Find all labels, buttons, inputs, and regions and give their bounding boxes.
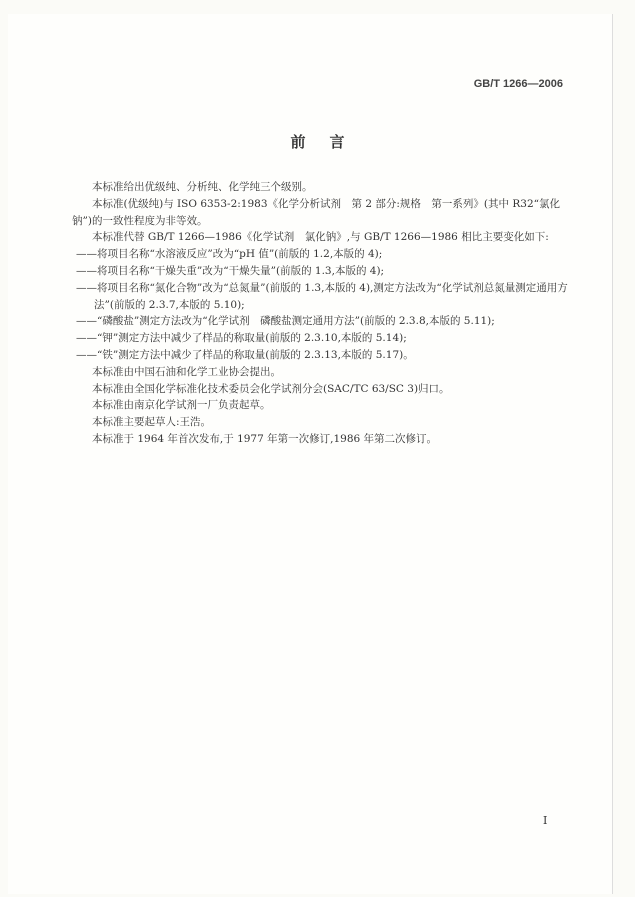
paragraph: 本标准主要起草人:王浩。: [92, 416, 212, 429]
change-list-item: ——将项目名称“水溶液反应”改为“pH 值”(前版的 1.2,本版的 4);: [76, 248, 383, 261]
change-list-item: ——将项目名称“氮化合物”改为“总氮量”(前版的 1.3,本版的 4),测定方法改为“化学试剂总氮量测定通用方法”(前版的 2.3.7,本版的 5.10);: [76, 281, 568, 311]
change-list-item: ——“铁”测定方法中减少了样品的称取量(前版的 2.3.13,本版的 5.17)。: [76, 348, 414, 361]
paragraph: 本标准由中国石油和化学工业协会提出。: [92, 365, 281, 378]
paragraph: 本标准由南京化学试剂一厂负责起草。: [92, 399, 271, 412]
paragraph: 本标准(优级纯)与 ISO 6353-2:1983《化学分析试剂 第 2 部分:规格 第一系列》(其中 R32“氯化钠”)的一致性程度为非等效。: [72, 197, 560, 227]
paragraph: 本标准由全国化学标准化技术委员会化学试剂分会(SAC/TC 63/SC 3)归口。: [92, 382, 450, 395]
change-list-item: ——“磷酸盐”测定方法改为“化学试剂 磷酸盐测定通用方法”(前版的 2.3.8,本版的 5.11);: [76, 315, 495, 328]
paragraph: 本标准给出优级纯、分析纯、化学纯三个级别。: [92, 181, 313, 193]
page-number: I: [543, 814, 548, 827]
standard-number: GB/T 1266—2006: [473, 78, 563, 90]
paragraph: 本标准于 1964 年首次发布,于 1977 年第一次修订,1986 年第二次修订。: [92, 432, 438, 445]
change-list-item: ——“钾”测定方法中减少了样品的称取量(前版的 2.3.10,本版的 5.14);: [76, 332, 407, 345]
paragraph: 本标准代替 GB/T 1266—1986《化学试剂 氯化钠》,与 GB/T 1266—1986 相比主要变化如下:: [92, 231, 549, 244]
document-body: [72, 179, 572, 448]
page-title: 前言: [290, 133, 369, 151]
change-list-item: ——将项目名称“干燥失重”改为“干燥失量”(前版的 1.3,本版的 4);: [76, 264, 385, 277]
